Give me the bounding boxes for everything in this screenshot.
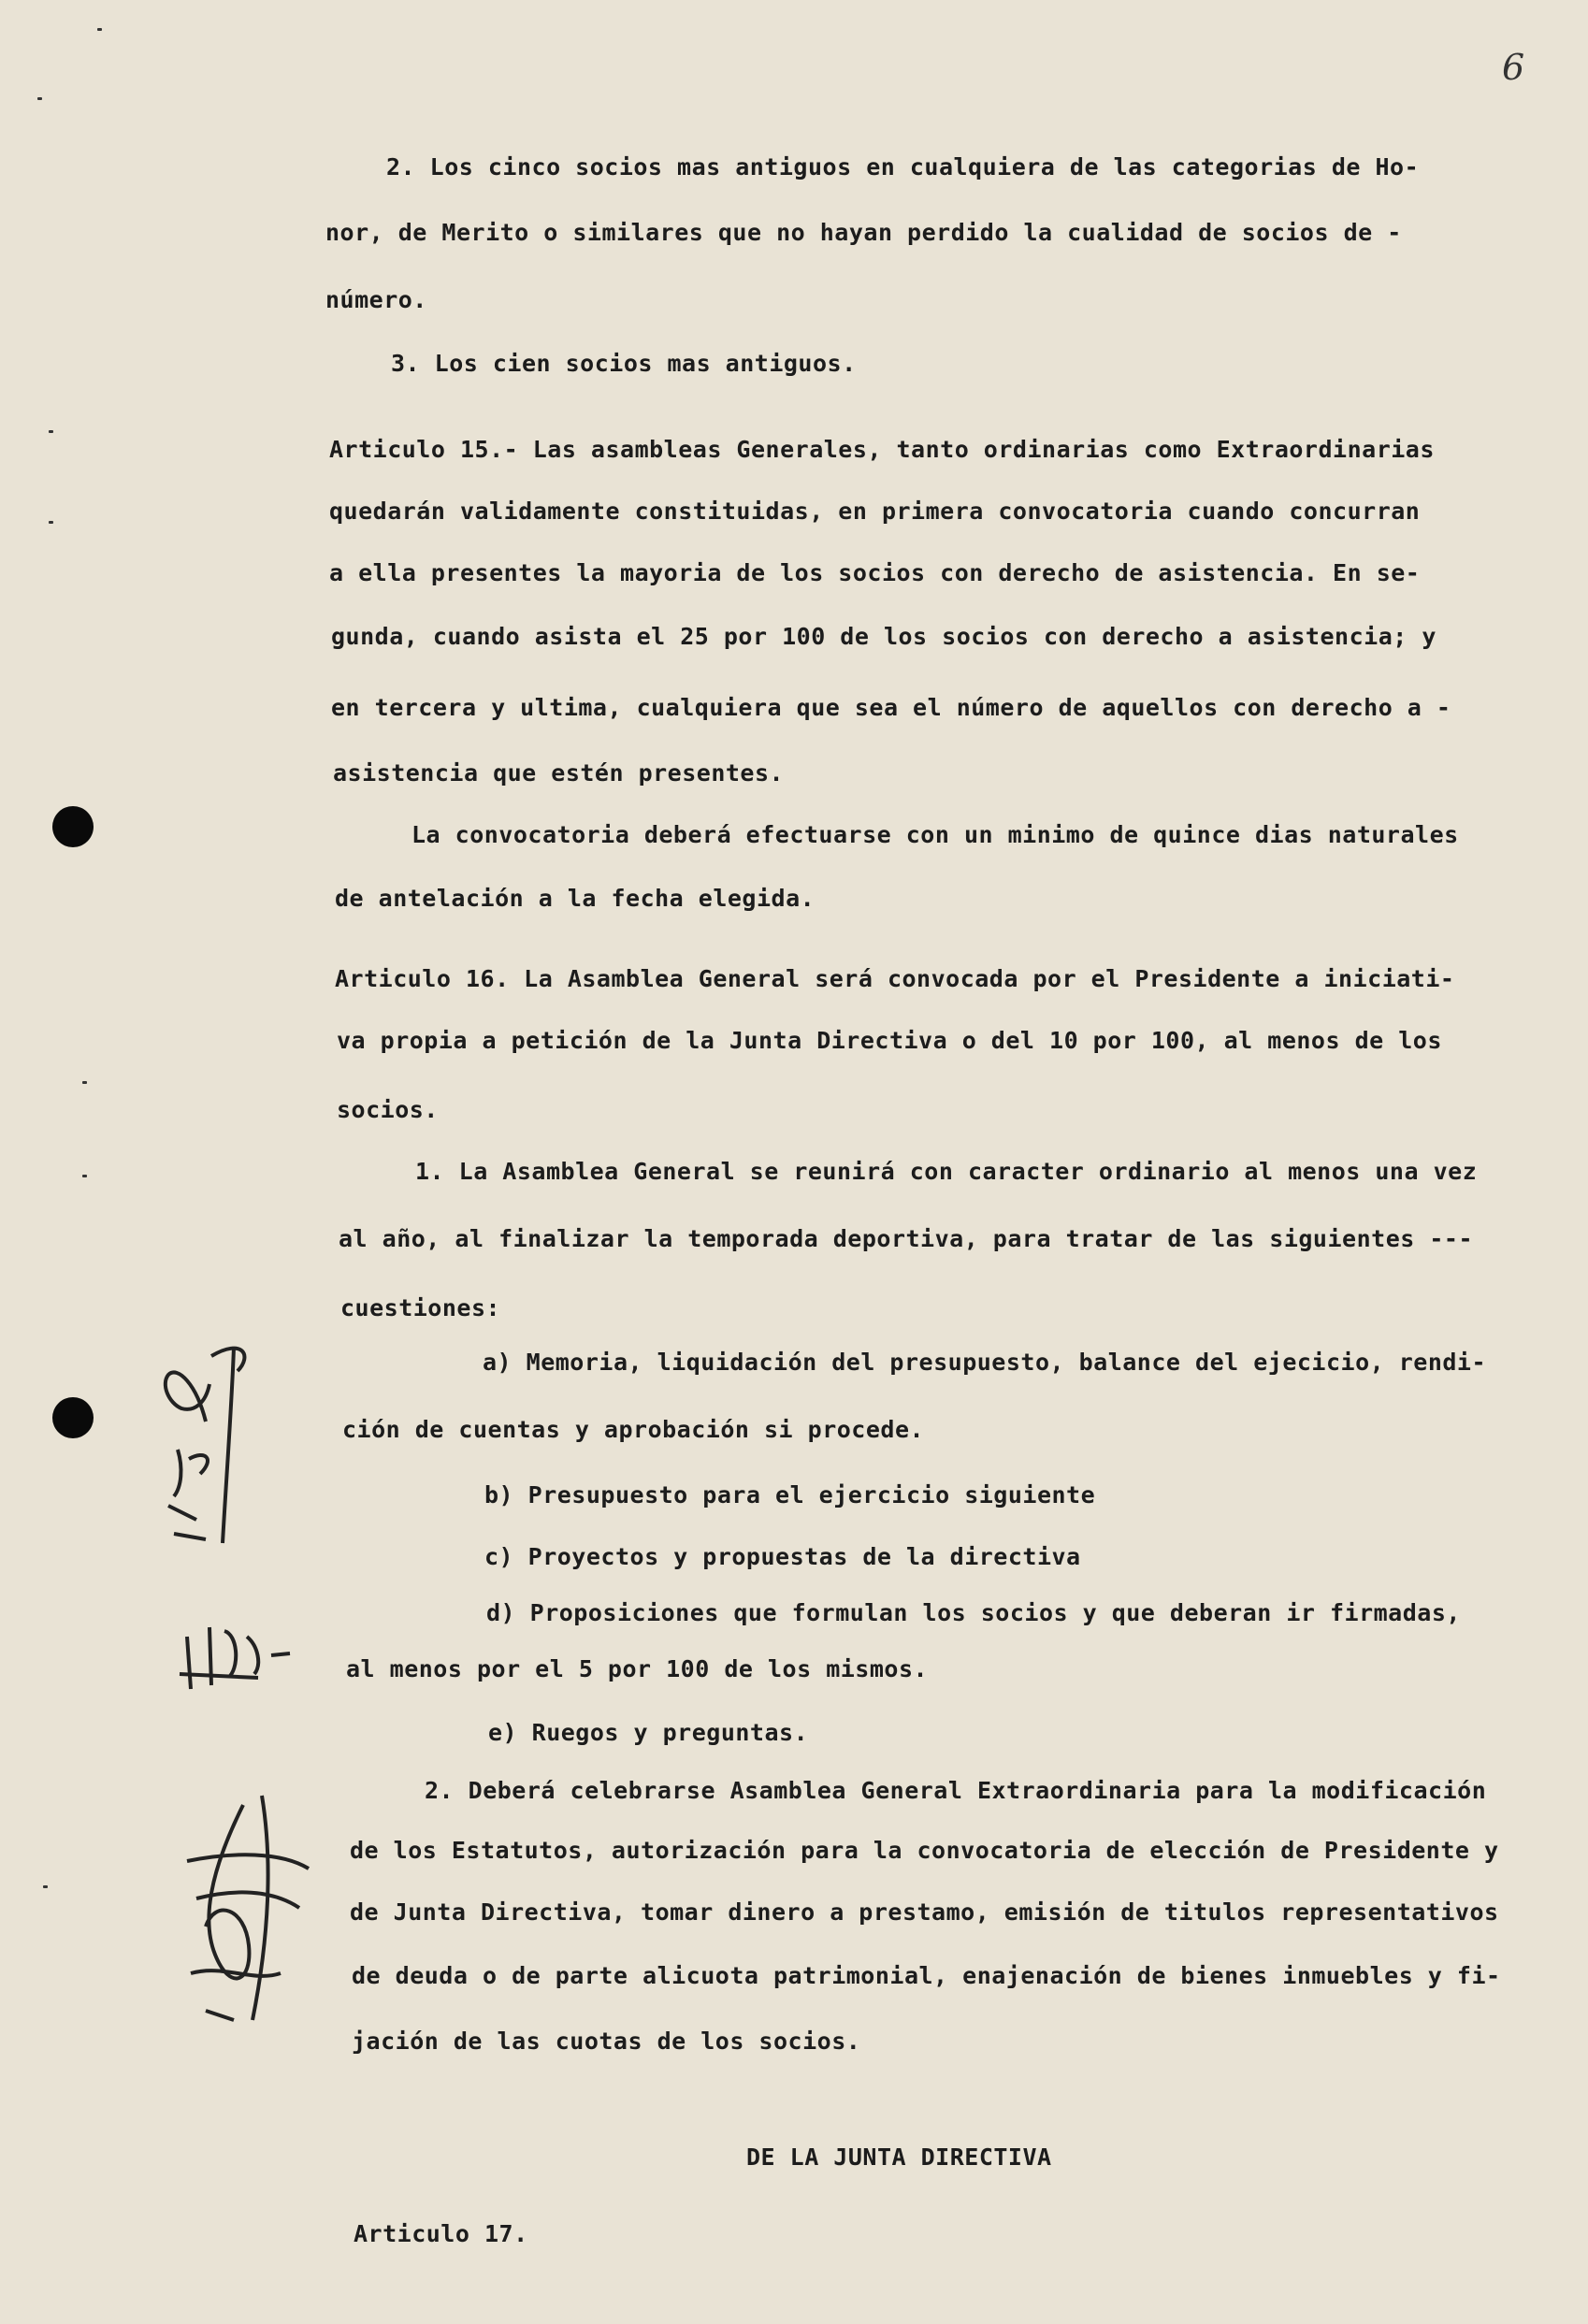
list-item-a: a) Memoria, liquidación del presupuesto, balance del ejecicio, rendi- [483, 1349, 1487, 1376]
signature-2 [168, 1609, 309, 1693]
text-line: va propia a petición de la Junta Directiva o del 10 por 100, al menos de los [337, 1027, 1442, 1054]
margin-speck [49, 521, 53, 524]
binder-hole [52, 1397, 94, 1438]
text-line: asistencia que estén presentes. [333, 759, 785, 787]
text-line: socios. [337, 1096, 439, 1123]
page-number: 6 [1502, 47, 1525, 88]
article-16-heading: Articulo 16. La Asamblea General será convocada por el Presidente a iniciati- [335, 965, 1455, 992]
text-line: 1. La Asamblea General se reunirá con caracter ordinario al menos una vez [415, 1158, 1478, 1185]
margin-speck [37, 97, 42, 100]
margin-speck [82, 1081, 87, 1084]
list-item-b: b) Presupuesto para el ejercicio siguiente [484, 1481, 1096, 1508]
text-line: jación de las cuotas de los socios. [352, 2028, 861, 2055]
text-line: al menos por el 5 por 100 de los mismos. [346, 1655, 929, 1682]
text-line: de deuda o de parte alicuota patrimonial, enajenación de bienes inmuebles y fi- [352, 1962, 1501, 1989]
binder-hole [52, 806, 94, 847]
text-line: cuestiones: [340, 1294, 501, 1321]
text-line: a ella presentes la mayoria de los socios con derecho de asistencia. En se- [329, 559, 1421, 586]
signature-3 [178, 1786, 318, 2039]
list-item-e: e) Ruegos y preguntas. [488, 1719, 809, 1746]
article-15-heading: Articulo 15.- Las asambleas Generales, tanto ordinarias como Extraordinarias [329, 436, 1435, 463]
text-line: 2. Deberá celebrarse Asamblea General Extraordinaria para la modificación [425, 1777, 1487, 1804]
margin-speck [97, 28, 102, 31]
text-line: nor, de Merito o similares que no hayan perdido la cualidad de socios de - [325, 219, 1402, 246]
signature-1 [140, 1319, 271, 1552]
text-line: número. [325, 286, 427, 313]
list-item-d: d) Proposiciones que formulan los socios y que deberan ir firmadas, [486, 1599, 1461, 1626]
margin-speck [82, 1175, 87, 1177]
text-line: La convocatoria deberá efectuarse con un minimo de quince dias naturales [411, 821, 1459, 848]
margin-speck [49, 430, 53, 433]
list-item-c: c) Proyectos y propuestas de la directiva [484, 1543, 1081, 1570]
text-line: quedarán validamente constituidas, en primera convocatoria cuando concurran [329, 498, 1421, 525]
text-line: ción de cuentas y aprobación si procede. [342, 1416, 925, 1443]
text-line: en tercera y ultima, cualquiera que sea el número de aquellos con derecho a - [331, 694, 1451, 721]
section-heading: DE LA JUNTA DIRECTIVA [746, 2144, 1052, 2171]
article-17-heading: Articulo 17. [354, 2220, 528, 2247]
text-line: gunda, cuando asista el 25 por 100 de los socios con derecho a asistencia; y [331, 623, 1436, 650]
text-line: de antelación a la fecha elegida. [335, 885, 816, 912]
text-line: 2. Los cinco socios mas antiguos en cualquiera de las categorias de Ho- [386, 153, 1420, 180]
text-line: de Junta Directiva, tomar dinero a prestamo, emisión de titulos representativos [350, 1898, 1499, 1926]
text-line: 3. Los cien socios mas antiguos. [391, 350, 857, 377]
text-line: al año, al finalizar la temporada deportiva, para tratar de las siguientes --- [339, 1225, 1473, 1252]
margin-speck [43, 1885, 48, 1888]
text-line: de los Estatutos, autorización para la convocatoria de elección de Presidente y [350, 1837, 1499, 1864]
